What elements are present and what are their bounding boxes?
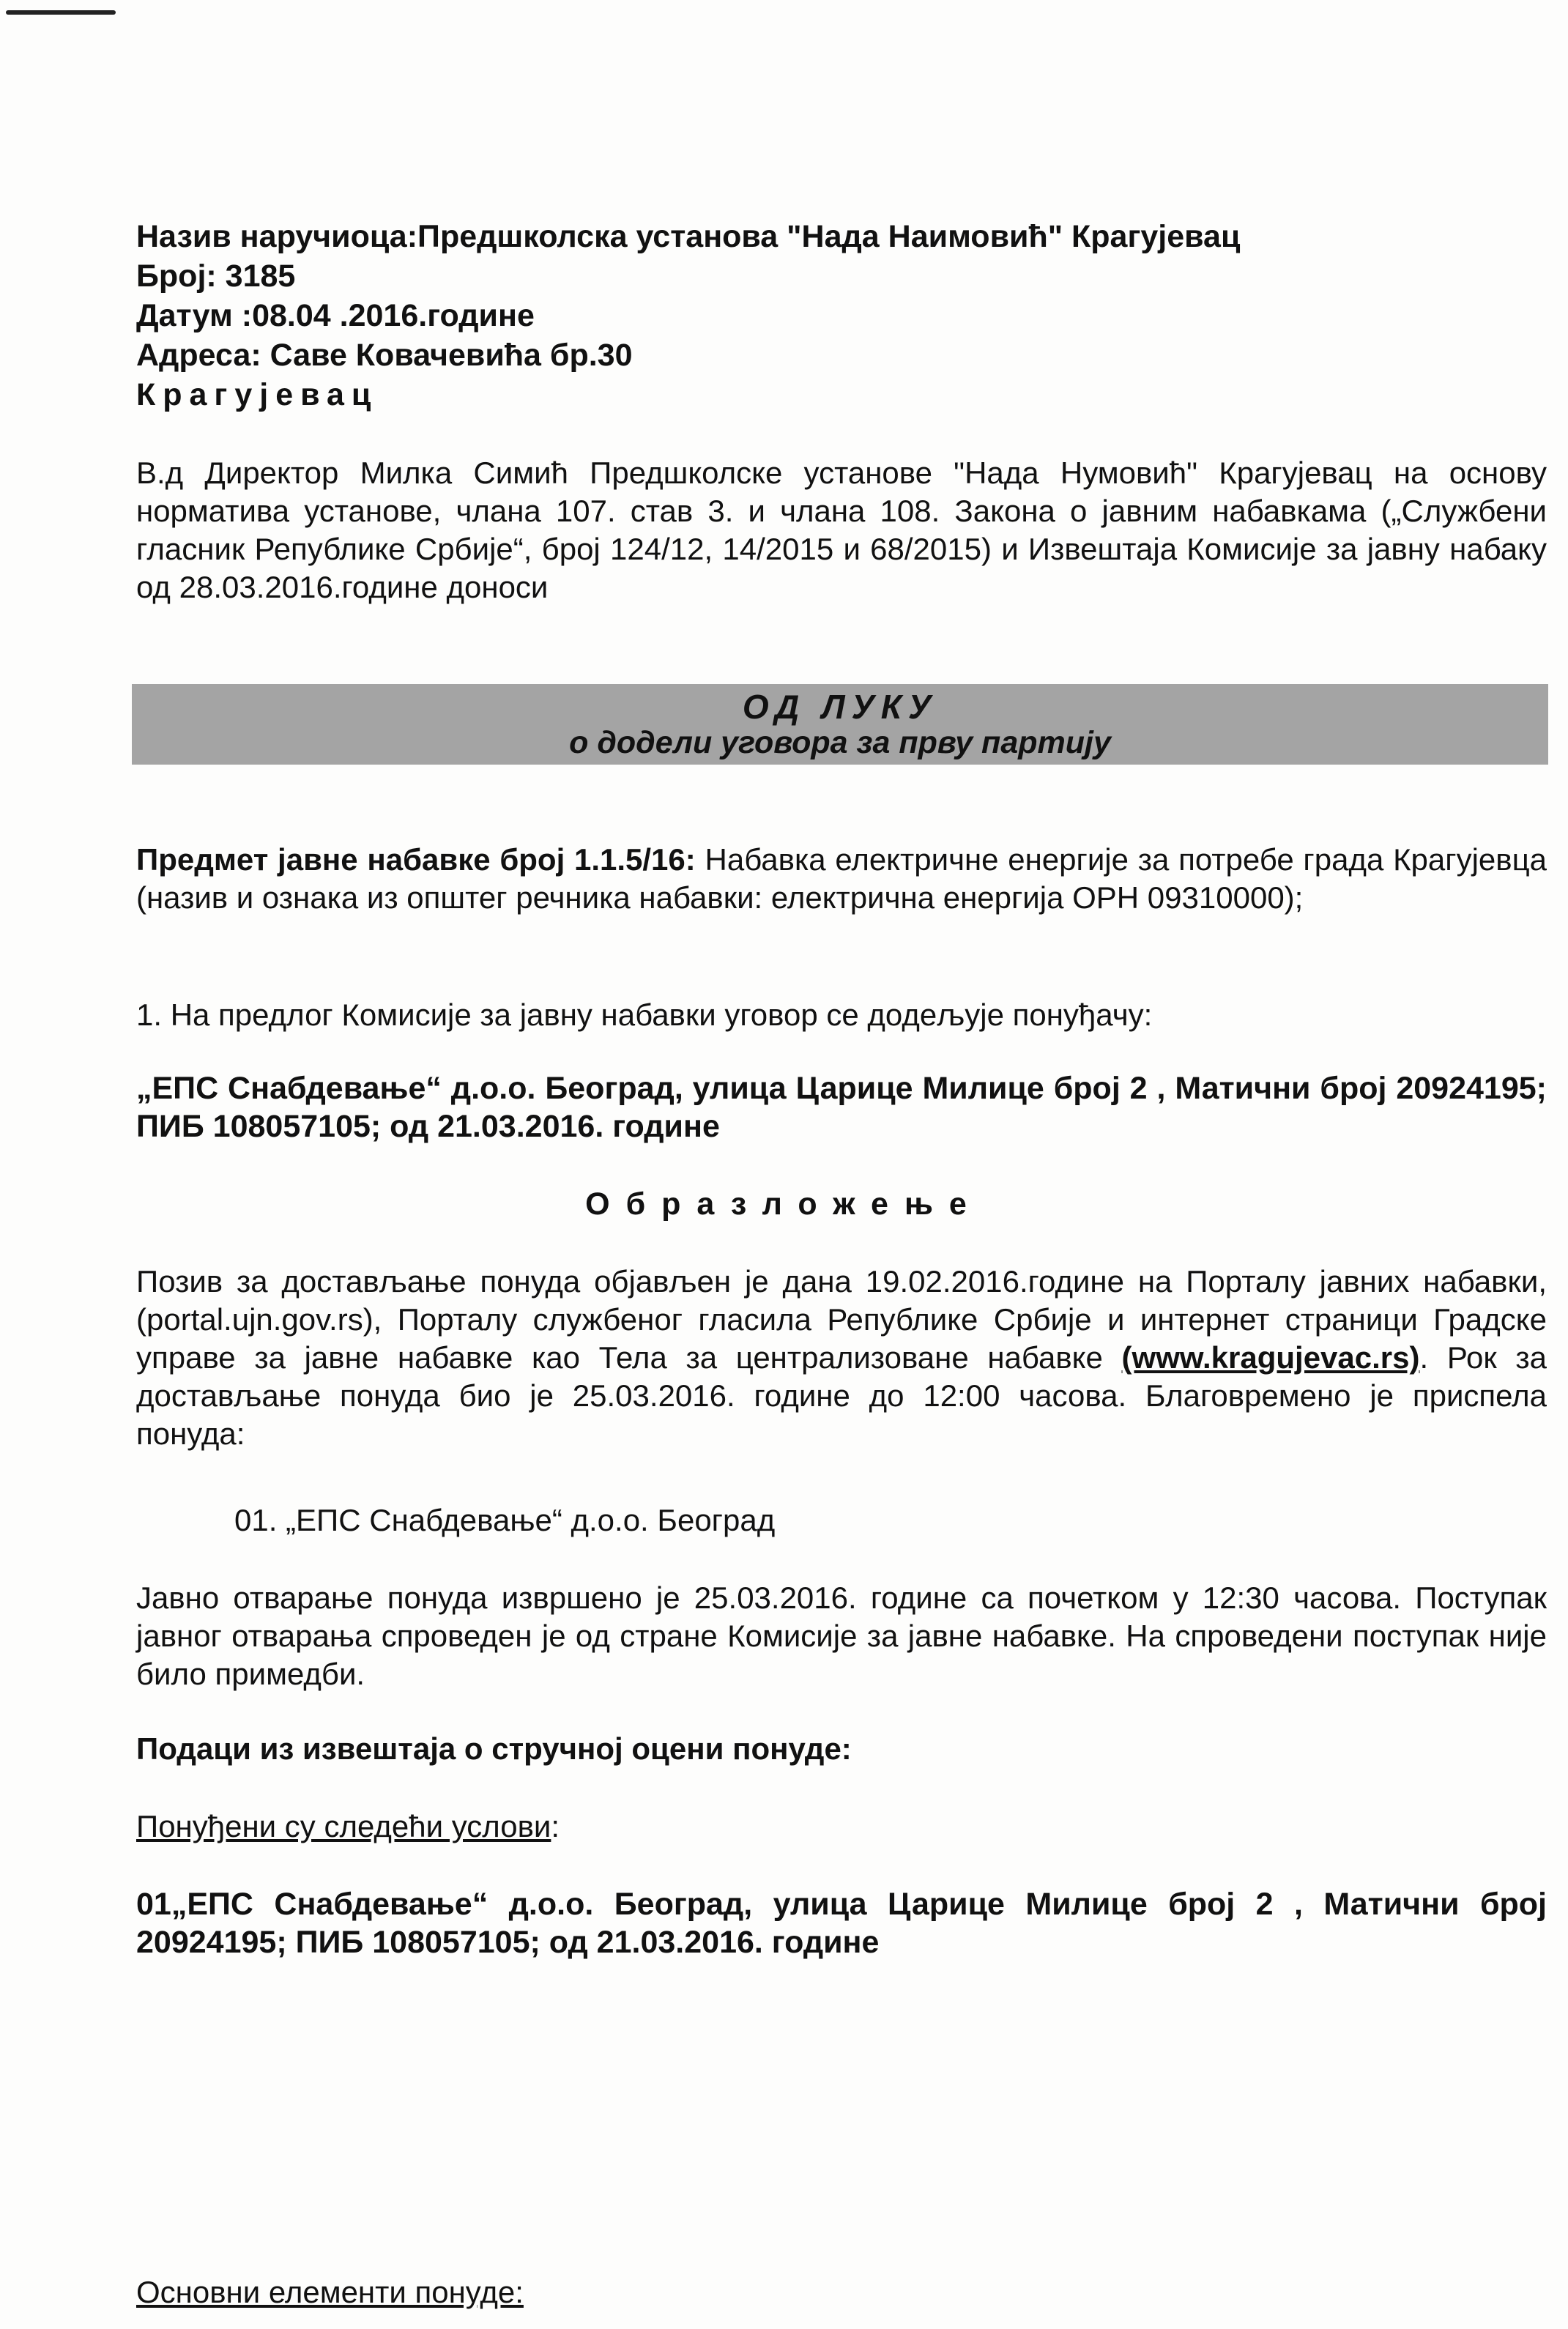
decision-subtitle: о додели уговора за прву партију [569, 725, 1111, 760]
call-paragraph-text: Позив за достављање понуда објављен је дана 19.02.2016.године на Порталу јавних набавки, (portal.ujn.gov.rs), Порталу службеног гласила Републике Србије и интернет страници Градске управе за јавне набавке као Тела за централизоване набавке [136, 1264, 1547, 1375]
website-link[interactable]: (www.kragujevac.rs) [1121, 1340, 1420, 1375]
contracting-authority: Назив наручиоца:Предшколска установа "Нада Наимовић" Крагујевац [136, 219, 1241, 254]
opening-paragraph: Јавно отварање понуда извршено је 25.03.2016. године са почетком у 12:30 часова. Поступак јавног отварања спроведен је од стране Комисије за јавне набавке. На спроведени поступак није било примедби. [136, 1580, 1547, 1691]
call-paragraph [136, 1263, 1547, 1453]
procurement-subject-label: Предмет јавне набавке број 1.1.5/16: [136, 842, 696, 877]
offered-conditions-heading: Понуђени су следећи услови [136, 1809, 551, 1843]
procurement-subject-text: Набавка електричне енергије за потребе града Крагујевца (назив и ознака из општег речника набавки: електрична енергија ОРН 09310000); [136, 842, 1547, 915]
reasoning-heading: Образложење [585, 1186, 983, 1222]
basic-elements-heading: Основни елементи понуде: [136, 2275, 524, 2309]
intro-paragraph: В.д Директор Милка Симић Предшколске установе "Нада Нумовић" Крагујевац на основу норматива установе, члана 107. став 3. и члана 108. Закона о јавним набавкама („Службени гласник Републике Србије“, број 124/12, 14/2015 и 68/2015) и Извештаја Комисије за јавну набаку од 28.03.2016.године доноси [136, 456, 1547, 604]
award-item: 1. На предлог Комисије за јавну набавки уговор се додељује понуђачу: [136, 998, 1153, 1032]
document-number: Број: 3185 [136, 259, 296, 294]
decision-title-band [132, 684, 1548, 765]
bidder-details: 01„ЕПС Снабдевање“ д.о.о. Београд, улица Царице Милице број 2 , Матични број 20924195; ПИБ 108057105; од 21.03.2016. године [136, 1887, 1547, 1960]
document-header [136, 217, 1547, 415]
decision-title: ОД ЛУКУ [742, 688, 938, 726]
document-city: Крагујевац [136, 377, 379, 412]
document-date: Датум :08.04 .2016.године [136, 298, 535, 333]
offered-conditions [136, 1808, 1547, 1846]
procurement-subject [136, 841, 1547, 917]
report-heading: Подаци из извештаја о стручној оцени понуде: [136, 1731, 852, 1766]
document-address: Адреса: Саве Ковачевића бр.30 [136, 338, 633, 373]
scan-mark [6, 10, 116, 15]
offered-conditions-colon: : [551, 1809, 560, 1843]
received-bid-item: 01. „ЕПС Снабдевање“ д.о.о. Београд [234, 1503, 776, 1537]
call-paragraph-rest: . Рок за достављање понуда био је 25.03.2016. године до 12:00 часова. Благовремено је приспела понуда: [136, 1340, 1547, 1451]
contractor-details: „ЕПС Снабдевање“ д.о.о. Београд, улица Царице Милице број 2 , Матични број 20924195; ПИБ 108057105; од 21.03.2016. године [136, 1071, 1547, 1144]
